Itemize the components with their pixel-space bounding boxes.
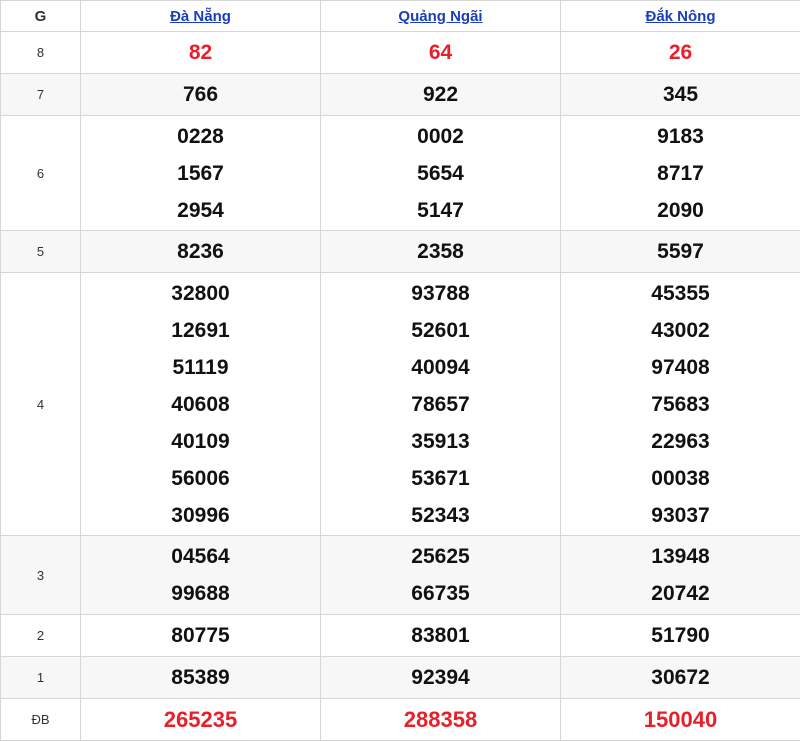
- result-number: 922: [422, 83, 459, 106]
- prize-label: 2: [1, 615, 81, 657]
- result-number: 04564: [171, 545, 230, 568]
- result-number: 265235: [163, 707, 238, 732]
- prize-row-2: [1, 615, 800, 657]
- result-number: 2954: [177, 198, 224, 222]
- prize-row-5: [1, 231, 800, 273]
- result-cell: [561, 615, 800, 657]
- result-number: 99688: [171, 582, 230, 605]
- result-cell: [81, 74, 321, 116]
- result-number: 40109: [171, 429, 230, 453]
- result-number: 150040: [643, 707, 718, 732]
- result-number: 64: [428, 41, 453, 64]
- result-cell: [561, 536, 800, 615]
- result-number: 45355: [651, 281, 710, 305]
- prize-label: 1: [1, 657, 81, 699]
- result-number: 8717: [657, 161, 704, 185]
- result-number: 52343: [411, 503, 470, 527]
- result-number: 13948: [651, 545, 710, 568]
- result-number: 51119: [172, 355, 229, 379]
- result-number: 0228: [177, 124, 224, 148]
- result-number: 5147: [417, 198, 464, 222]
- result-number: 43002: [651, 318, 710, 342]
- result-cell: [81, 536, 321, 615]
- result-cell: [81, 231, 321, 273]
- result-number: 288358: [403, 707, 478, 732]
- result-cell: [81, 116, 321, 231]
- result-number: 9183: [657, 124, 704, 148]
- result-number: 30672: [651, 666, 710, 689]
- result-number: 32800: [171, 281, 230, 305]
- result-number: 66735: [411, 582, 470, 605]
- result-cell: [561, 273, 800, 536]
- province-link-dak-nong[interactable]: Đắk Nông: [645, 7, 716, 25]
- result-number: 5597: [657, 240, 704, 263]
- result-number: 35913: [411, 429, 470, 453]
- result-cell: [561, 699, 800, 741]
- result-number: 93037: [651, 503, 710, 527]
- result-number: 22963: [651, 429, 710, 453]
- province-header-2: [321, 1, 561, 32]
- result-number: 93788: [411, 281, 470, 305]
- result-number: 766: [182, 83, 219, 106]
- prize-row-1: [1, 657, 800, 699]
- result-cell: [321, 32, 561, 74]
- result-number: 40608: [171, 392, 230, 416]
- result-cell: [321, 615, 561, 657]
- prize-label: 7: [1, 74, 81, 116]
- result-cell: [321, 74, 561, 116]
- result-number: 2090: [657, 198, 704, 222]
- result-number: 53671: [411, 466, 470, 490]
- result-number: 5654: [417, 161, 464, 185]
- result-cell: [321, 231, 561, 273]
- result-cell: [561, 74, 800, 116]
- result-cell: [81, 32, 321, 74]
- result-cell: [321, 657, 561, 699]
- result-number: 20742: [651, 582, 710, 605]
- result-number: 8236: [177, 240, 224, 263]
- result-number: 2358: [417, 240, 464, 263]
- province-link-quang-ngai[interactable]: Quảng Ngãi: [398, 7, 483, 25]
- prize-label: 5: [1, 231, 81, 273]
- prize-row-6: [1, 116, 800, 231]
- result-number: 92394: [411, 666, 470, 689]
- result-number: 80775: [171, 624, 230, 647]
- result-cell: [561, 231, 800, 273]
- result-number: 85389: [171, 666, 230, 689]
- prize-row-3: [1, 536, 800, 615]
- table-header-row: [1, 1, 800, 32]
- province-header-1: [81, 1, 321, 32]
- province-header-3: [561, 1, 800, 32]
- prize-label: 8: [1, 32, 81, 74]
- result-number: 0002: [417, 124, 464, 148]
- result-cell: [81, 273, 321, 536]
- result-cell: [81, 615, 321, 657]
- result-cell: [81, 657, 321, 699]
- result-cell: [321, 536, 561, 615]
- result-number: 97408: [651, 355, 710, 379]
- result-number: 30996: [171, 503, 230, 527]
- result-number: 12691: [171, 318, 230, 342]
- result-number: 26: [668, 41, 693, 64]
- result-number: 25625: [411, 545, 470, 568]
- result-number: 00038: [651, 466, 710, 490]
- result-cell: [321, 699, 561, 741]
- result-number: 75683: [651, 392, 710, 416]
- result-number: 82: [188, 41, 213, 64]
- result-cell: [561, 32, 800, 74]
- result-number: 51790: [651, 624, 710, 647]
- prize-row-4: [1, 273, 800, 536]
- result-cell: [561, 116, 800, 231]
- result-number: 52601: [411, 318, 470, 342]
- result-number: 40094: [411, 355, 470, 379]
- result-number: 345: [662, 83, 699, 106]
- result-number: 1567: [177, 161, 224, 185]
- prize-column-header: G: [1, 1, 81, 32]
- result-cell: [561, 657, 800, 699]
- result-number: 78657: [411, 392, 470, 416]
- prize-label: 4: [1, 273, 81, 536]
- result-cell: [321, 116, 561, 231]
- prize-label: 3: [1, 536, 81, 615]
- prize-label: ĐB: [1, 699, 81, 741]
- prize-row-7: [1, 74, 800, 116]
- prize-row-8: [1, 32, 800, 74]
- result-cell: [81, 699, 321, 741]
- result-cell: [321, 273, 561, 536]
- prize-label: 6: [1, 116, 81, 231]
- prize-row-special: [1, 699, 800, 741]
- province-link-da-nang[interactable]: Đà Nẵng: [170, 7, 231, 25]
- result-number: 83801: [411, 624, 470, 647]
- result-number: 56006: [171, 466, 230, 490]
